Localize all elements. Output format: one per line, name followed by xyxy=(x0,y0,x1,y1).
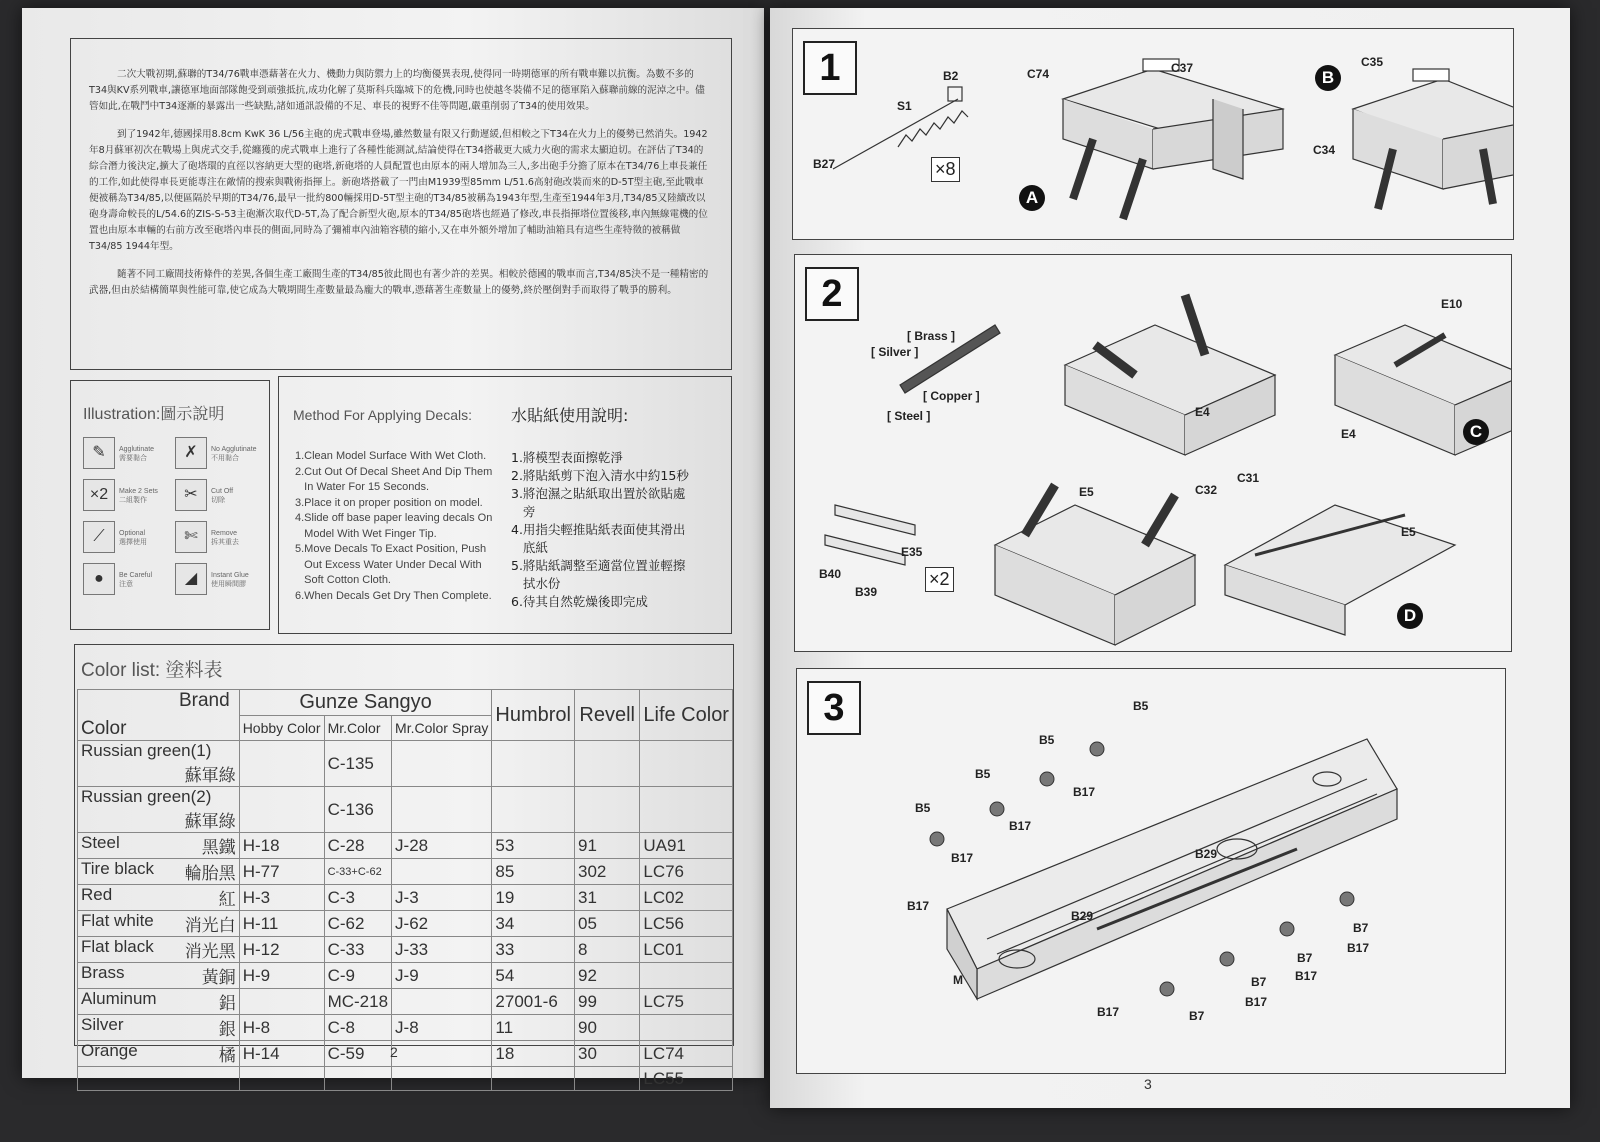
cut-off-icon: ✂ xyxy=(175,479,207,511)
cell-revell xyxy=(574,1067,639,1091)
cell-humbrol: 27001-6 xyxy=(492,989,575,1015)
legend-label-en: Be Careful xyxy=(119,572,153,579)
cell-spray xyxy=(392,859,492,885)
color-name-cell xyxy=(78,963,240,989)
intro-paragraph-3: 隨著不同工廠間技術條件的差異,各個生產工廠間生產的T34/85彼此間也有著少許的差異。相較於德國的戰車而言,T34/85決不是一種精密的武器,但由於結構簡單與性能可靠,使它成為大戰期間生產數量最為龐大的戰車,憑藉著生產數量上的優勢,終於壓倒對手而取得了戰爭的勝利。 xyxy=(89,269,709,296)
color-name-en: Russian green(1) xyxy=(81,741,212,760)
cell-humbrol xyxy=(492,787,575,833)
part-label-c35: C35 xyxy=(1361,55,1384,69)
decal-step-cn: 2.將貼紙剪下泡入清水中約15秒 xyxy=(511,468,689,483)
part-label-b17-1: B17 xyxy=(1073,785,1096,799)
cell-life xyxy=(640,741,733,787)
table-row xyxy=(78,787,733,833)
cell-humbrol: 19 xyxy=(492,885,575,911)
cell-life: UA91 xyxy=(640,833,733,859)
cell-mr xyxy=(324,1067,391,1091)
decal-step-cn: 3.將泡濕之貼紙取出置於欲貼處 xyxy=(511,486,686,501)
cell-revell: 8 xyxy=(574,937,639,963)
intro-text-box xyxy=(70,38,732,370)
cell-revell: 90 xyxy=(574,1015,639,1041)
color-name-cn: 消光黑 xyxy=(184,942,236,962)
decal-step-en: 4.Slide off base paper leaving decals On xyxy=(295,512,493,524)
legend-label-en: No Agglutinate xyxy=(211,446,257,453)
legend-label-cn: 切除 xyxy=(211,497,225,504)
part-label-e5-d: E5 xyxy=(1401,525,1416,539)
brand-label: Brand xyxy=(178,690,230,711)
table-row xyxy=(78,1067,733,1091)
cell-spray xyxy=(392,1067,492,1091)
legend-label-cn: 選擇使用 xyxy=(119,539,147,546)
times-eight-icon: ×8 xyxy=(931,157,960,182)
part-label-c31: C31 xyxy=(1237,471,1260,485)
color-name-en: Aluminum xyxy=(81,989,157,1008)
part-label-s1: S1 xyxy=(897,99,912,113)
decal-step-en: 1.Clean Model Surface With Wet Cloth. xyxy=(295,450,487,462)
cell-hobby: H-12 xyxy=(239,937,324,963)
color-name-cn: 橘 xyxy=(218,1046,236,1066)
illustration-legend-box xyxy=(70,380,270,630)
cell-revell: 31 xyxy=(574,885,639,911)
cell-humbrol: 53 xyxy=(492,833,575,859)
cell-spray: J-62 xyxy=(392,911,492,937)
cell-hobby: H-9 xyxy=(239,963,324,989)
part-label-b7-2: B7 xyxy=(1297,951,1313,965)
cell-hobby: H-3 xyxy=(239,885,324,911)
legend-label-cn: 二組製作 xyxy=(119,497,147,504)
cell-life: LC56 xyxy=(640,911,733,937)
cell-life xyxy=(640,787,733,833)
decal-step-cn: 4.用指尖輕推貼紙表面使其滑出 xyxy=(511,522,686,537)
color-name-cn: 紅 xyxy=(218,890,236,910)
column-header: Mr.Color xyxy=(324,715,391,741)
color-name-en: Silver xyxy=(81,1015,124,1034)
cell-humbrol xyxy=(492,741,575,787)
part-label-b29-1: B29 xyxy=(1195,847,1218,861)
color-name-cell xyxy=(78,1015,240,1041)
cell-life xyxy=(640,963,733,989)
part-label-b7-1: B7 xyxy=(1353,921,1369,935)
part-label-m: M xyxy=(953,973,963,987)
color-name-en: Russian green(2) xyxy=(81,787,212,806)
step-1-box xyxy=(792,28,1514,240)
color-name-cn: 輪胎黑 xyxy=(184,864,236,884)
decal-step-en: 6.When Decals Get Dry Then Complete. xyxy=(295,589,492,602)
cell-mr: C-9 xyxy=(324,963,391,989)
cell-hobby: H-18 xyxy=(239,833,324,859)
sub-assembly-b-badge: B xyxy=(1315,65,1341,91)
cell-humbrol: 54 xyxy=(492,963,575,989)
legend-label xyxy=(119,487,158,505)
decal-step-cn: 1.將模型表面擦乾淨 xyxy=(511,450,623,465)
cell-life: LC01 xyxy=(640,937,733,963)
decal-step-cn: 5.將貼紙調整至適當位置並輕擦 xyxy=(511,558,686,573)
part-label-c37: C37 xyxy=(1171,61,1194,75)
cell-spray: J-9 xyxy=(392,963,492,989)
step-3-drawing xyxy=(797,669,1505,1073)
decal-step-en: Model With Wet Finger Tip. xyxy=(295,527,437,540)
illustration-title: Illustration:圖示說明 xyxy=(83,406,225,423)
step-2-number: 2 xyxy=(805,267,859,321)
cell-mr: C-59 xyxy=(324,1041,391,1067)
table-row xyxy=(78,963,733,989)
part-label-c34: C34 xyxy=(1313,143,1336,157)
color-name-cell xyxy=(78,741,240,787)
cell-spray: J-3 xyxy=(392,885,492,911)
legend-label xyxy=(211,445,257,463)
color-name-en: Steel xyxy=(81,833,120,852)
legend-label xyxy=(211,487,233,505)
part-label-b29-2: B29 xyxy=(1071,909,1094,923)
optional-icon: ⟋ xyxy=(83,521,115,553)
legend-label-en: Instant Glue xyxy=(211,572,249,579)
column-header: Revell xyxy=(574,690,639,741)
part-label-b17-6: B17 xyxy=(1295,969,1318,983)
part-label-e4: E4 xyxy=(1195,405,1210,419)
cell-life: LC75 xyxy=(640,989,733,1015)
column-header: Hobby Color xyxy=(239,715,324,741)
color-table xyxy=(77,689,733,1091)
color-name-cell xyxy=(78,937,240,963)
decal-step-en: Out Excess Water Under Decal With xyxy=(295,558,482,571)
color-name-en: Brass xyxy=(81,963,125,982)
cell-hobby: H-8 xyxy=(239,1015,324,1041)
color-name-en: Red xyxy=(81,885,113,904)
legend-label-cn: 使用瞬間膠 xyxy=(211,581,246,588)
legend-label xyxy=(211,571,249,589)
color-name-cell xyxy=(78,911,240,937)
column-header: Humbrol xyxy=(492,690,575,741)
gunze-header: Gunze Sangyo xyxy=(239,690,492,716)
table-row xyxy=(78,1041,733,1067)
part-label-e4-c: E4 xyxy=(1341,427,1356,441)
cell-mr: C-33 xyxy=(324,937,391,963)
step-3-number: 3 xyxy=(807,681,861,735)
no-glue-icon: ✗ xyxy=(175,437,207,469)
table-row xyxy=(78,911,733,937)
legend-label-en: Remove xyxy=(211,530,238,537)
decal-step-cn: 旁 xyxy=(511,504,536,519)
cell-mr: C-136 xyxy=(324,787,391,833)
part-label-b17-2: B17 xyxy=(1009,819,1032,833)
table-row xyxy=(78,989,733,1015)
decal-title-cn: 水貼紙使用說明: xyxy=(511,406,629,425)
part-label-silver: [ Silver ] xyxy=(871,345,919,359)
color-name-cell xyxy=(78,885,240,911)
cell-life: LC55 xyxy=(640,1067,733,1091)
table-row xyxy=(78,859,733,885)
sub-assembly-c-badge: C xyxy=(1463,419,1489,445)
cell-humbrol: 11 xyxy=(492,1015,575,1041)
part-label-b5-1: B5 xyxy=(1133,699,1149,713)
decal-title-en: Method For Applying Decals: xyxy=(293,407,472,423)
cell-mr: C-62 xyxy=(324,911,391,937)
cell-life: LC02 xyxy=(640,885,733,911)
part-label-e5: E5 xyxy=(1079,485,1094,499)
color-name-cn: 蘇軍綠 xyxy=(184,766,236,786)
legend-label-en: Make 2 Sets xyxy=(119,488,158,495)
step-3-box xyxy=(796,668,1506,1074)
sub-assembly-d-badge: D xyxy=(1397,603,1423,629)
legend-label-en: Optional xyxy=(119,530,146,537)
cell-humbrol xyxy=(492,1067,575,1091)
part-label-c74: C74 xyxy=(1027,67,1050,81)
legend-label-cn: 需要黏合 xyxy=(119,455,147,462)
cell-revell xyxy=(574,787,639,833)
part-label-b7-4: B7 xyxy=(1189,1009,1205,1023)
color-list-title: Color list: 塗料表 xyxy=(81,660,223,681)
decal-step-cn: 6.待其自然乾燥後即完成 xyxy=(511,594,648,609)
cell-revell: 92 xyxy=(574,963,639,989)
color-name-cn: 黑鐵 xyxy=(201,838,236,858)
cell-life: LC74 xyxy=(640,1041,733,1067)
cell-hobby: H-77 xyxy=(239,859,324,885)
page-number-right: 3 xyxy=(1144,1076,1152,1092)
cell-mr: C-28 xyxy=(324,833,391,859)
legend-label xyxy=(119,571,152,589)
color-label: Color xyxy=(81,718,127,739)
table-row xyxy=(78,937,733,963)
cell-revell: 91 xyxy=(574,833,639,859)
cell-life: LC76 xyxy=(640,859,733,885)
sub-assembly-a-badge: A xyxy=(1019,185,1045,211)
column-header: Life Color xyxy=(640,690,733,741)
cell-mr: C-33+C-62 xyxy=(324,859,391,885)
color-name-cn: 黃銅 xyxy=(201,968,236,988)
legend-label xyxy=(119,445,154,463)
decal-step-en: Soft Cotton Cloth. xyxy=(295,574,391,586)
step-2-drawing xyxy=(795,255,1511,651)
cell-revell xyxy=(574,741,639,787)
part-label-b40: B40 xyxy=(819,567,842,581)
be-careful-icon: ● xyxy=(83,563,115,595)
cell-revell: 30 xyxy=(574,1041,639,1067)
part-label-b17-7: B17 xyxy=(1245,995,1268,1009)
cell-hobby: H-11 xyxy=(239,911,324,937)
color-name-en: Flat black xyxy=(81,937,154,956)
color-name-en: Tire black xyxy=(81,859,155,878)
table-row xyxy=(78,1015,733,1041)
part-label-b5-4: B5 xyxy=(915,801,931,815)
part-label-b17-8: B17 xyxy=(1097,1005,1120,1019)
part-label-e35: E35 xyxy=(901,545,923,559)
legend-label-en: Cut Off xyxy=(211,488,234,495)
cell-revell: 302 xyxy=(574,859,639,885)
cell-mr: MC-218 xyxy=(324,989,391,1015)
decal-step-en: 5.Move Decals To Exact Position, Push xyxy=(295,543,487,555)
legend-label-cn: 不用黏合 xyxy=(211,455,239,462)
color-name-cn: 消光白 xyxy=(184,916,236,936)
brand-color-header xyxy=(78,690,240,741)
legend-label-cn: 注意 xyxy=(119,581,133,588)
cell-revell: 99 xyxy=(574,989,639,1015)
times-two-icon: ×2 xyxy=(925,567,954,592)
cell-hobby xyxy=(239,989,324,1015)
step-2-box xyxy=(794,254,1512,652)
decal-step-en: 3.Place it on proper position on model. xyxy=(295,496,483,509)
color-name-cell xyxy=(78,787,240,833)
cell-spray xyxy=(392,741,492,787)
part-label-e10: E10 xyxy=(1441,297,1463,311)
right-page xyxy=(770,8,1570,1108)
cell-hobby xyxy=(239,787,324,833)
color-name-cn: 蘇軍綠 xyxy=(184,812,236,832)
part-label-b17-3: B17 xyxy=(951,851,974,865)
cell-humbrol: 34 xyxy=(492,911,575,937)
color-name-en: Flat white xyxy=(81,911,154,930)
color-name-cell xyxy=(78,1041,240,1067)
color-name-cn: 鋁 xyxy=(218,994,236,1014)
cell-spray xyxy=(392,787,492,833)
times-two-icon: ×2 xyxy=(83,479,115,511)
intro-paragraph-1: 二次大戰初期,蘇聯的T34/76戰車憑藉著在火力、機動力與防禦力上的均衡優異表現,使得同一時期德軍的所有戰車難以抗衡。為數不多的T34與KV系列戰車,讓德軍地面部隊飽受到頑強抵抗,成功化解了莫斯科兵臨城下的危機,同時也使越冬裝備不足的德軍陷入蘇聯前線的泥淖之中。儘管如此,在戰鬥中T34逐漸的暴露出一些缺點,諸如通訊設備的不足、車長的視野不佳等問題,嚴重削弱了T34的使用效果。 xyxy=(89,69,705,112)
part-label-b7-3: B7 xyxy=(1251,975,1267,989)
cell-hobby xyxy=(239,741,324,787)
cell-revell: 05 xyxy=(574,911,639,937)
part-label-c32: C32 xyxy=(1195,483,1218,497)
part-label-copper: [ Copper ] xyxy=(923,389,980,403)
legend-label xyxy=(119,529,147,547)
color-name-cell xyxy=(78,1067,240,1091)
table-row xyxy=(78,741,733,787)
decal-step-en: In Water For 15 Seconds. xyxy=(295,481,430,493)
page-number-left: 2 xyxy=(390,1044,398,1060)
step-1-number: 1 xyxy=(803,41,857,95)
cell-hobby xyxy=(239,1067,324,1091)
column-header: Mr.Color Spray xyxy=(392,715,492,741)
cell-spray xyxy=(392,989,492,1015)
remove-icon: ✄ xyxy=(175,521,207,553)
cell-mr: C-135 xyxy=(324,741,391,787)
cell-spray: J-8 xyxy=(392,1015,492,1041)
part-label-brass: [ Brass ] xyxy=(907,329,956,343)
color-name-cell xyxy=(78,833,240,859)
part-label-b2: B2 xyxy=(943,69,959,83)
glue-tube-icon: ✎ xyxy=(83,437,115,469)
intro-paragraph-2: 到了1942年,德國採用8.8cm KwK 36 L/56主砲的虎式戰車登場,雖然數量有限又行動遲緩,但相較之下T34在火力上的優勢已然消失。1942年8月蘇軍初次在戰場上與虎式交手,從纏獲的虎式戰車上進行了各種性能測試,結論使得在T34搭載更大威力火砲的需求太顯迫切。在評估了T34的綜合潛力後決定,擴大了砲塔環的直徑以容納更大型的砲塔,新砲塔的人員配置也由原本的兩人增加為三人,多出砲手分擔了原本在T34/76上車長兼任的工作,如此使得車長更能專注在敵情的搜索與戰術指揮上。新砲塔搭載了一門由M1939型85mm L/51.6高射砲改裝而來的D-5T型主砲,至此戰車便被稱為T34/85,以便區隔於早期的T34/76,最早一批約800輛採用D-5T型主砲的T34/85被稱為1943年型,生產至1944年3月,T34/85又陸續改以砲身壽命較長的L/54.6的ZIS-S-53主砲漸次取代D-5T,為了配合新型火砲,原本的T34/85砲塔也經過了修改,車長指揮塔位置後移,車內無線電機的位置也由原本車輛的右前方改至砲塔內車長的側面,同時為了彌補車內油箱容積的縮小,又在車外額外增加了輔助油箱具有這些生產特徵的被稱做T34/85 1944年型。 xyxy=(89,129,708,252)
part-label-b17-5: B17 xyxy=(1347,941,1370,955)
part-label-b5-3: B5 xyxy=(975,767,991,781)
cell-humbrol: 18 xyxy=(492,1041,575,1067)
color-list-box xyxy=(74,644,734,1088)
step-1-drawing xyxy=(793,29,1513,239)
left-page xyxy=(22,8,764,1088)
color-name-en: Orange xyxy=(81,1041,138,1060)
cell-mr: C-3 xyxy=(324,885,391,911)
cell-humbrol: 85 xyxy=(492,859,575,885)
cell-mr: C-8 xyxy=(324,1015,391,1041)
legend-label-cn: 拆其重去 xyxy=(211,539,239,546)
cell-spray: J-28 xyxy=(392,833,492,859)
color-name-cn: 銀 xyxy=(218,1020,236,1040)
color-name-cell xyxy=(78,989,240,1015)
cell-hobby: H-14 xyxy=(239,1041,324,1067)
color-name-cell xyxy=(78,859,240,885)
part-label-b27: B27 xyxy=(813,157,836,171)
decal-step-cn: 底紙 xyxy=(511,540,548,555)
cell-spray: J-33 xyxy=(392,937,492,963)
cell-life xyxy=(640,1015,733,1041)
table-row xyxy=(78,833,733,859)
cell-spray xyxy=(392,1041,492,1067)
part-label-steel: [ Steel ] xyxy=(887,409,931,423)
legend-label-en: Agglutinate xyxy=(119,446,155,453)
cell-humbrol: 33 xyxy=(492,937,575,963)
table-row xyxy=(78,885,733,911)
part-label-b5-2: B5 xyxy=(1039,733,1055,747)
part-label-b17-4: B17 xyxy=(907,899,930,913)
decal-step-en: 2.Cut Out Of Decal Sheet And Dip Them xyxy=(295,465,493,478)
decal-instructions-box xyxy=(278,376,732,634)
legend-label xyxy=(211,529,239,547)
part-label-b39: B39 xyxy=(855,585,878,599)
decal-step-cn: 拭水份 xyxy=(511,576,561,591)
instant-glue-icon: ◢ xyxy=(175,563,207,595)
